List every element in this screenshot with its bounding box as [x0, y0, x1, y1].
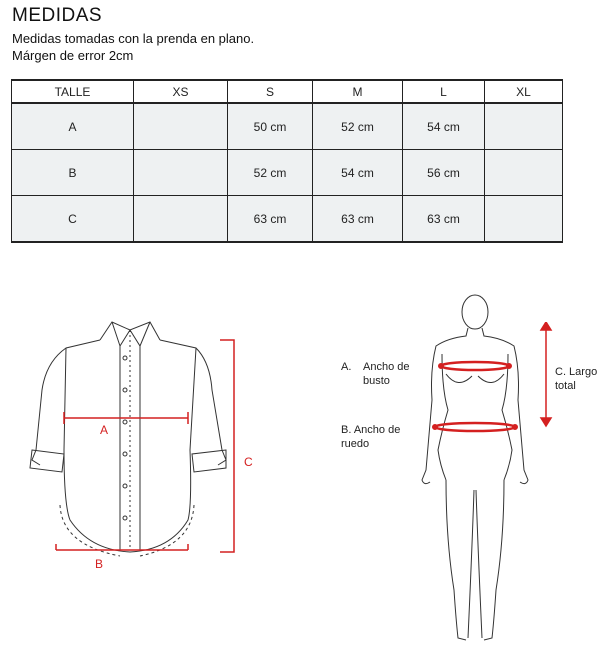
measure-b-label: B: [95, 557, 104, 571]
header-xs: XS: [134, 80, 228, 103]
back-hem-right: [140, 505, 194, 556]
length-arrow: [536, 322, 556, 432]
label-c-line2: total: [555, 380, 576, 392]
header-m: M: [313, 80, 403, 103]
back-hem-left: [60, 505, 120, 556]
right-cuff: [192, 450, 226, 472]
figure-right-arm: [482, 328, 528, 484]
body-diagram: [408, 290, 538, 650]
page-title: MEDIDAS: [12, 5, 103, 26]
figure-bust-right: [478, 374, 504, 383]
row-a-xl: [485, 103, 563, 150]
figure-left-arm: [422, 328, 468, 484]
figure-left-torso: [438, 354, 448, 480]
row-c-l: 63 cm: [403, 196, 485, 243]
size-table: [11, 79, 563, 243]
header-xl: XL: [485, 80, 563, 103]
row-c-xl: [485, 196, 563, 243]
figure-right-leg: [484, 480, 504, 640]
measure-c-line: [220, 340, 234, 552]
label-b-line1: B. Ancho de: [341, 424, 401, 436]
row-b-l: 56 cm: [403, 150, 485, 196]
subtitle-error-margin: Márgen de error 2cm: [12, 48, 134, 63]
row-c-s: 63 cm: [228, 196, 313, 243]
label-a-line1: Ancho de: [363, 361, 410, 373]
figure-right-torso: [502, 354, 512, 480]
row-b-m: 54 cm: [313, 150, 403, 196]
label-a-line2: busto: [363, 375, 390, 387]
figure-left-leg: [446, 480, 466, 640]
row-c-label: C: [12, 196, 134, 243]
measure-a-label: A: [100, 423, 109, 437]
row-b-xs: [134, 150, 228, 196]
subtitle-measurement-note: Medidas tomadas con la prenda en plano.: [12, 31, 255, 46]
figure-head: [462, 295, 488, 329]
shirt-diagram: [0, 300, 300, 600]
header-l: L: [403, 80, 485, 103]
hem-measure-ring: [435, 423, 515, 431]
table-row: [12, 196, 563, 243]
row-a-m: 52 cm: [313, 103, 403, 150]
figure-inner-left-leg: [468, 490, 474, 638]
table-row: [12, 103, 563, 150]
label-a-prefix: A.: [341, 361, 352, 373]
row-c-xs: [134, 196, 228, 243]
row-b-s: 52 cm: [228, 150, 313, 196]
row-a-label: A: [12, 103, 134, 150]
figure-bust-left: [446, 374, 472, 383]
row-a-s: 50 cm: [228, 103, 313, 150]
label-c-line1: C. Largo: [555, 366, 598, 378]
bust-measure-ring: [441, 362, 509, 370]
table-row: [12, 150, 563, 196]
figure-inner-right-leg: [476, 490, 482, 638]
size-table-header-row: [12, 80, 563, 103]
shirt-buttons: [123, 356, 127, 520]
header-s: S: [228, 80, 313, 103]
row-b-label: B: [12, 150, 134, 196]
row-c-m: 63 cm: [313, 196, 403, 243]
row-a-l: 54 cm: [403, 103, 485, 150]
row-a-xs: [134, 103, 228, 150]
row-b-xl: [485, 150, 563, 196]
label-b-line2: ruedo: [341, 438, 370, 450]
header-talle: TALLE: [12, 80, 134, 103]
measure-c-label: C: [244, 455, 253, 469]
